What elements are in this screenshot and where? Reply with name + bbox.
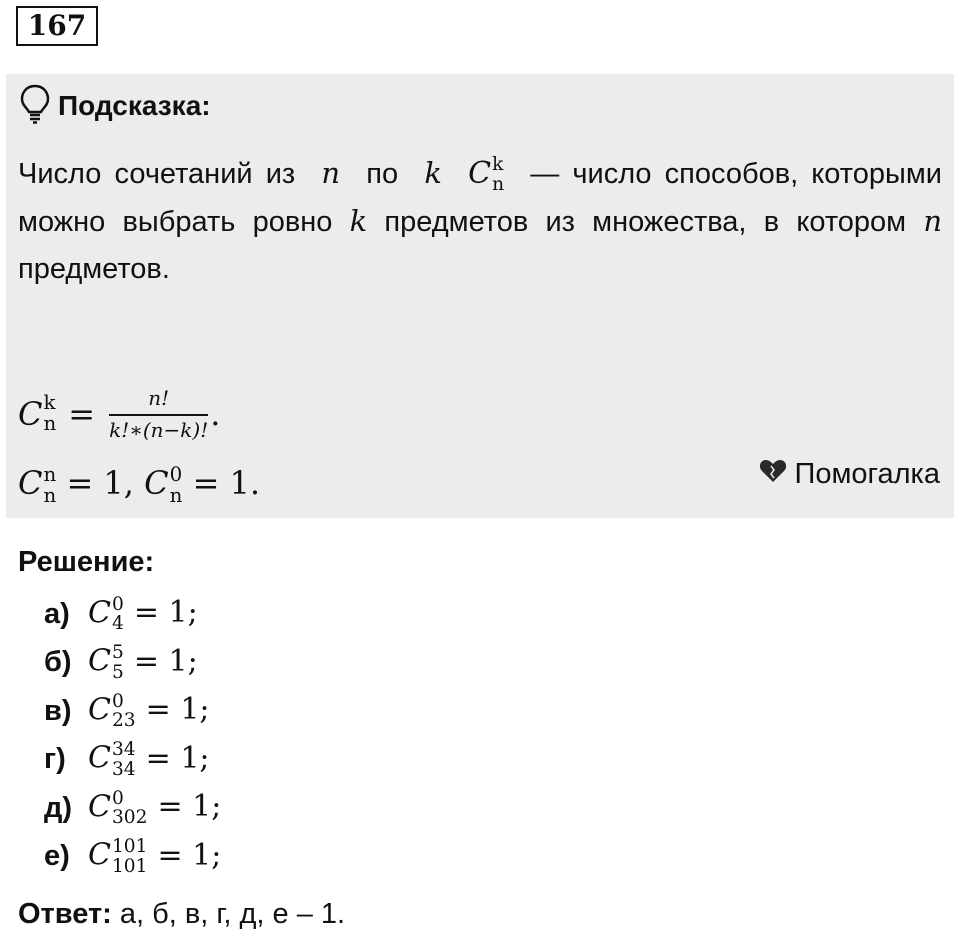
var-n: n <box>321 156 341 190</box>
credit-label: Помогалка <box>794 458 940 490</box>
solution-letter: е) <box>44 840 70 873</box>
solution-expression: C 34 34 = 1; <box>88 739 210 780</box>
solution-item <box>44 833 221 882</box>
var-k-2: k <box>349 204 368 238</box>
solution-letter: а) <box>44 597 70 630</box>
solution-item <box>44 736 221 785</box>
hint-text-3: — число способов, которыми можно выбрать ровно <box>18 158 942 238</box>
lightbulb-icon <box>20 84 50 129</box>
formula-fraction: $\frac{n!}{k!∗(n-k)!}$ <box>109 386 209 442</box>
solution-expression: C 0 4 = 1; <box>88 593 198 635</box>
solution-item <box>44 590 221 639</box>
solution-expression: C 0 23 = 1; <box>88 690 210 732</box>
var-n-2: n <box>923 204 943 238</box>
solution-item <box>44 639 221 688</box>
solution-list <box>44 590 221 881</box>
solution-expression: C 5 5 = 1; <box>88 642 198 683</box>
answer <box>18 898 345 931</box>
hint-header <box>20 84 211 128</box>
combination-formula: C k n = $\frac{n!}{k!∗(n-k)!}$ . <box>18 386 221 442</box>
hint-title: Подсказка: <box>58 90 211 121</box>
solution-letter: б) <box>44 646 72 679</box>
heart-icon <box>759 458 787 491</box>
hint-text-2: по <box>366 158 399 190</box>
hint-text-1: Число сочетаний из <box>18 158 296 190</box>
hint-paragraph <box>18 150 942 293</box>
solution-expression: C 101 101 = 1; <box>88 836 222 877</box>
var-k: k <box>424 156 442 190</box>
hint-text-5: предметов. <box>18 253 170 285</box>
solution-item <box>44 784 221 833</box>
answer-text: а, б, в, г, д, е – 1. <box>119 898 346 930</box>
solution-expression: C 0 302 = 1; <box>88 787 222 829</box>
answer-label: Ответ: <box>18 898 112 930</box>
solution-letter: д) <box>44 791 73 824</box>
hint-box <box>6 74 954 518</box>
special-cases-formula: C n n = 1, C 0 n = 1. <box>18 462 261 507</box>
solution-item <box>44 687 221 736</box>
solution-letter: в) <box>44 694 72 727</box>
combination-symbol: C k n <box>468 154 505 195</box>
solution-title: Решение: <box>18 546 155 578</box>
hint-text-4: предметов из множества, в котором <box>384 206 907 238</box>
problem-number: 167 <box>16 6 98 46</box>
solution-letter: г) <box>44 743 66 776</box>
credit <box>759 458 940 491</box>
